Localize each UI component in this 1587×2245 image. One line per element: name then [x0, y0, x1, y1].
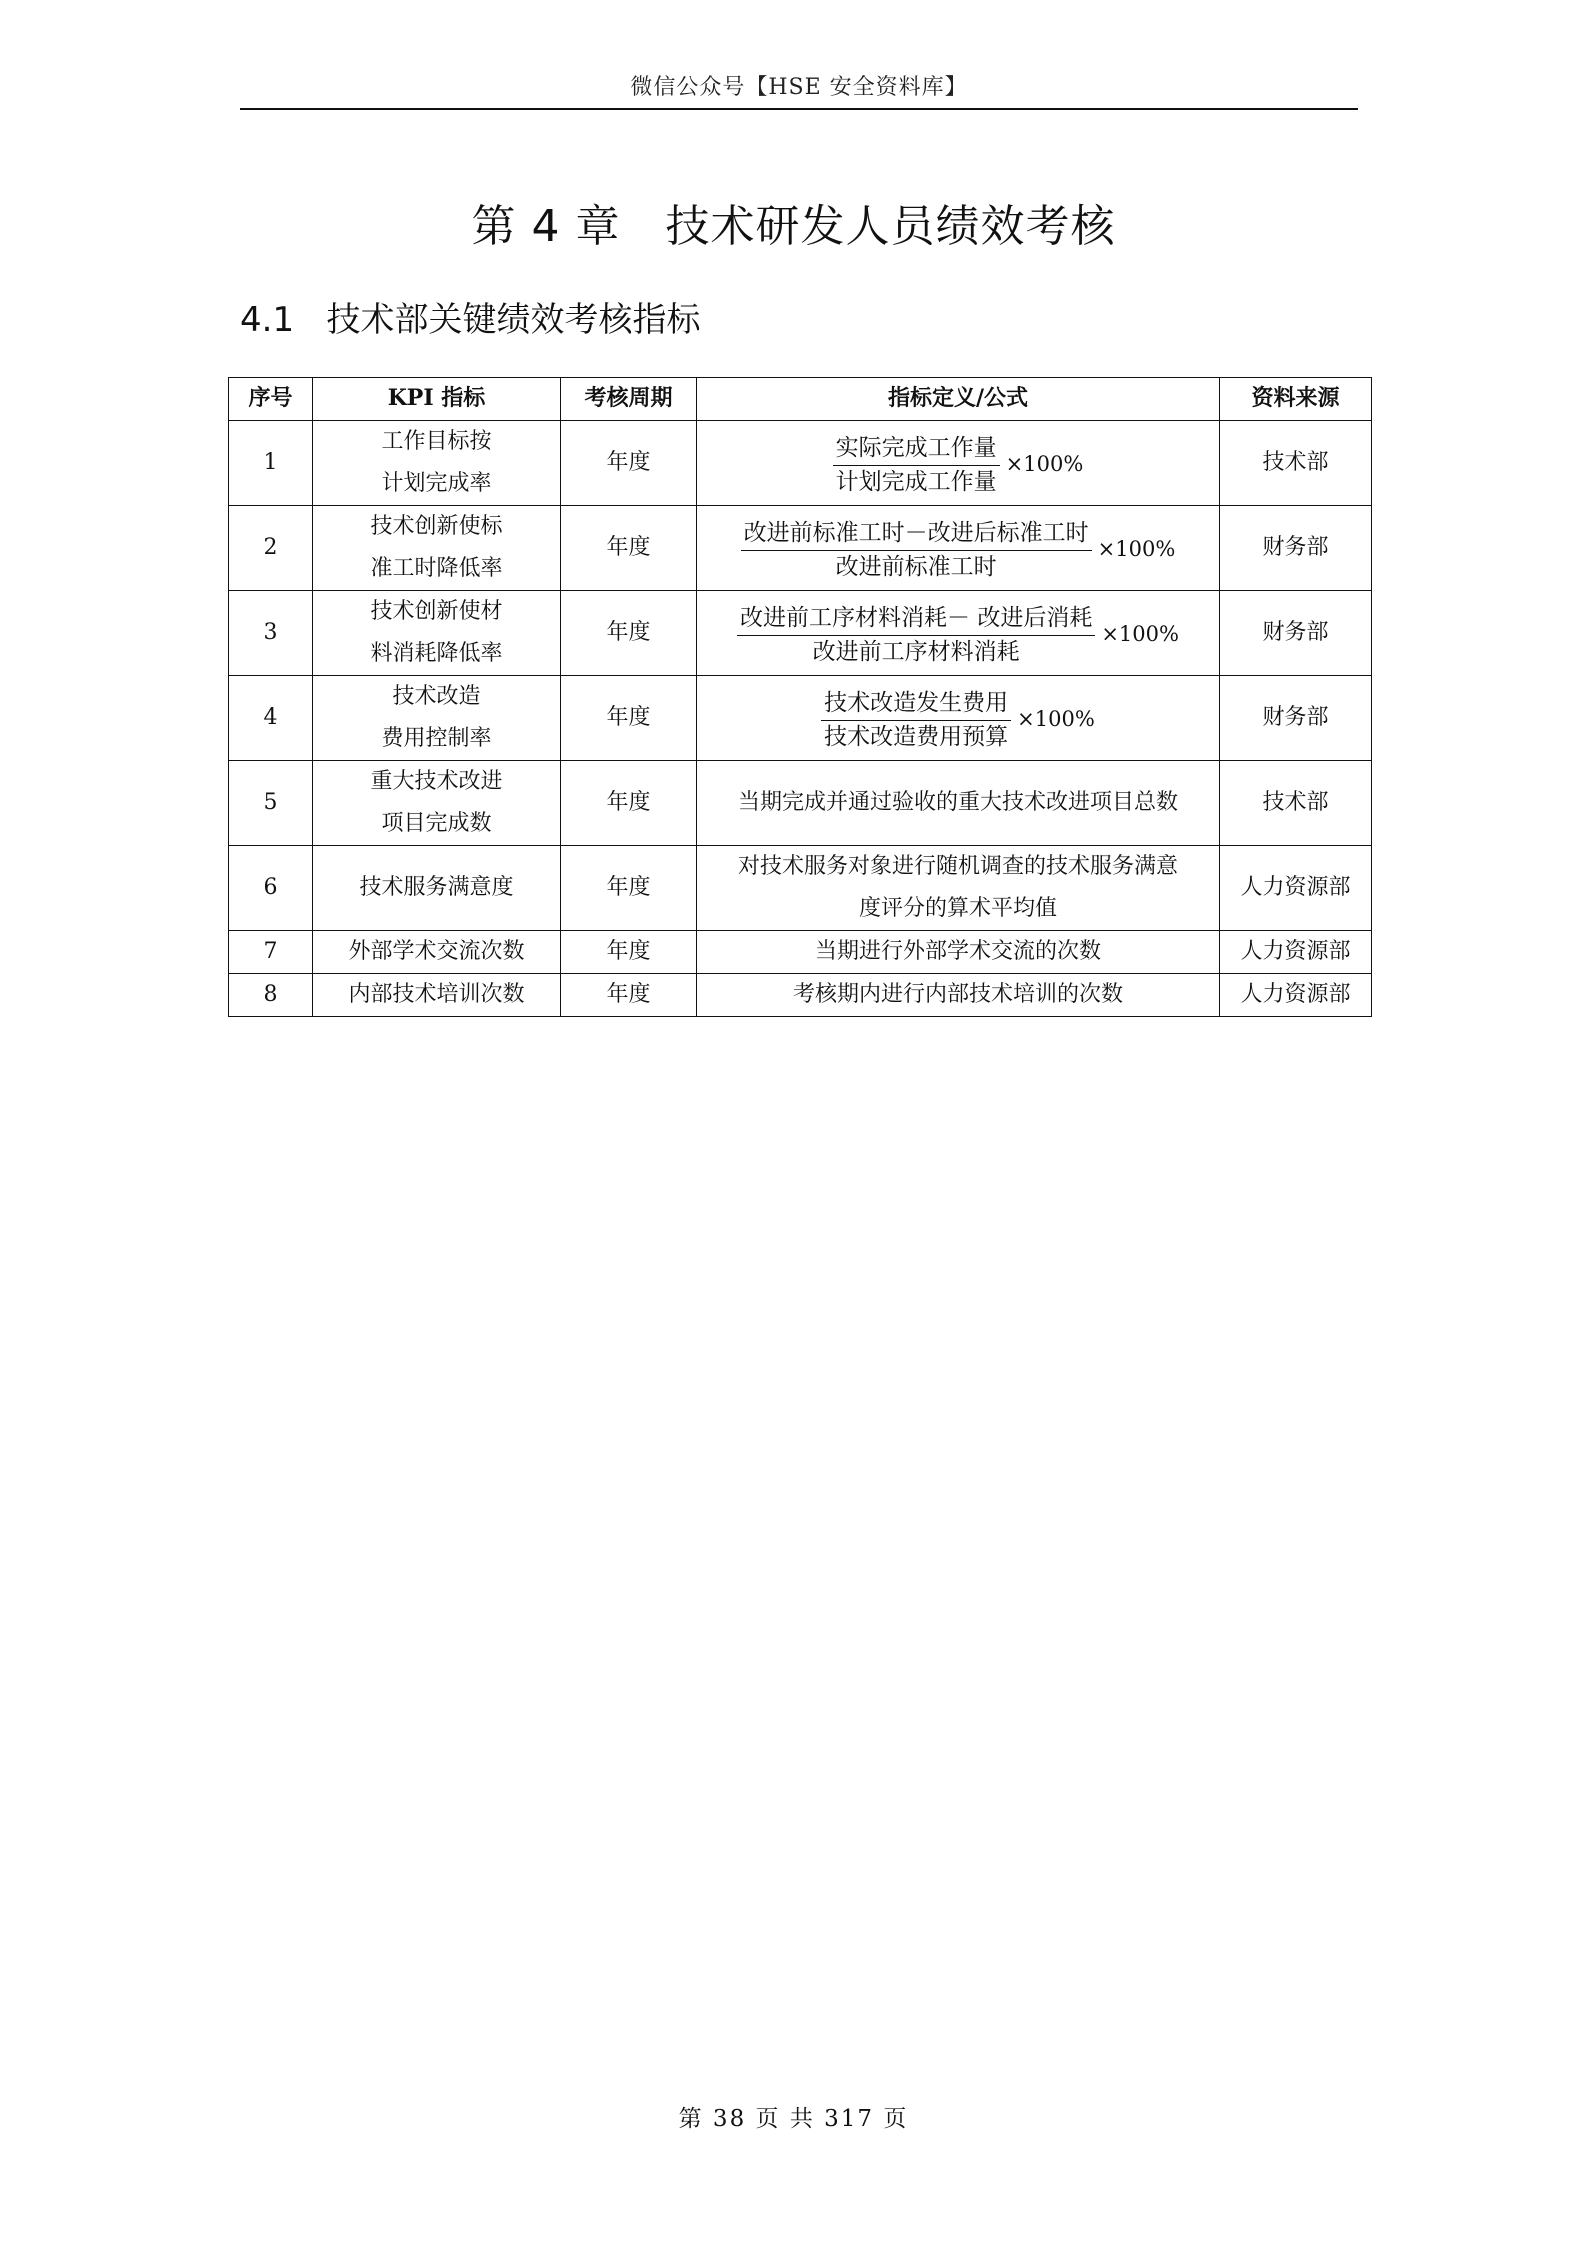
- row-definition: [697, 845, 1220, 930]
- row-no: 5: [229, 760, 313, 845]
- row-kpi: [313, 505, 561, 590]
- row-period: 年度: [561, 973, 697, 1016]
- row-source: 人力资源部: [1220, 973, 1372, 1016]
- formula: [737, 603, 1179, 668]
- row-source: 技术部: [1220, 420, 1372, 505]
- denominator: 改进前工序材料消耗: [812, 638, 1020, 665]
- denominator: 计划完成工作量: [835, 468, 997, 495]
- table-row: [229, 973, 1372, 1016]
- row-period: 年度: [561, 845, 697, 930]
- section-title: 4.1 技术部关键绩效考核指标: [240, 300, 701, 340]
- fraction: [741, 518, 1092, 583]
- row-definition: [697, 973, 1220, 1016]
- header-divider: [240, 108, 1358, 110]
- kpi-line: 料消耗降低率: [370, 640, 503, 666]
- multiplier: ×100%: [1005, 452, 1084, 477]
- multiplier: ×100%: [1097, 537, 1176, 562]
- kpi-line: 计划完成率: [381, 470, 492, 496]
- header-definition: 指标定义/公式: [697, 378, 1220, 421]
- kpi-line: 费用控制率: [381, 725, 492, 751]
- row-no: 4: [229, 675, 313, 760]
- kpi-line: 外部学术交流次数: [348, 938, 525, 964]
- denominator: 改进前标准工时: [835, 553, 997, 580]
- row-formula: [697, 505, 1220, 590]
- definition-line: 考核期内进行内部技术培训的次数: [792, 981, 1123, 1007]
- formula: [741, 518, 1176, 583]
- row-formula: [697, 590, 1220, 675]
- table-row: [229, 420, 1372, 505]
- definition-line: 当期进行外部学术交流的次数: [814, 938, 1101, 964]
- row-kpi: [313, 675, 561, 760]
- kpi-line: 项目完成数: [381, 810, 492, 836]
- multiplier: ×100%: [1101, 622, 1179, 647]
- numerator: 改进前工序材料消耗－ 改进后消耗: [737, 603, 1095, 636]
- kpi-line: 重大技术改进: [370, 769, 503, 794]
- row-definition: [697, 760, 1220, 845]
- row-source: 财务部: [1220, 675, 1372, 760]
- fraction: [821, 688, 1011, 753]
- table-row: [229, 675, 1372, 760]
- table-row: [229, 760, 1372, 845]
- kpi-line: 技术改造: [392, 684, 481, 709]
- kpi-line: 内部技术培训次数: [348, 981, 525, 1007]
- definition-line: 度评分的算术平均值: [858, 895, 1057, 921]
- row-period: 年度: [561, 420, 697, 505]
- numerator: 改进前标准工时－改进后标准工时: [741, 518, 1092, 551]
- table-row: [229, 930, 1372, 973]
- numerator: 实际完成工作量: [833, 433, 1000, 466]
- row-period: 年度: [561, 590, 697, 675]
- row-source: 人力资源部: [1220, 930, 1372, 973]
- chapter-title: 第 4 章 技术研发人员绩效考核: [471, 201, 1116, 252]
- fraction: [833, 433, 1000, 498]
- fraction: [737, 603, 1095, 668]
- page-header: 微信公众号【HSE 安全资料库】: [630, 75, 968, 100]
- header-no: 序号: [229, 378, 313, 421]
- row-kpi: [313, 973, 561, 1016]
- row-kpi: [313, 590, 561, 675]
- row-period: 年度: [561, 930, 697, 973]
- row-no: 7: [229, 930, 313, 973]
- row-period: 年度: [561, 505, 697, 590]
- kpi-line: 技术服务满意度: [359, 874, 514, 900]
- header-source: 资料来源: [1220, 378, 1372, 421]
- kpi-table: [228, 377, 1372, 1017]
- row-no: 6: [229, 845, 313, 930]
- row-formula: [697, 420, 1220, 505]
- formula: [821, 688, 1095, 753]
- formula: [833, 433, 1084, 498]
- kpi-line: 技术创新使标: [370, 514, 503, 539]
- row-no: 3: [229, 590, 313, 675]
- denominator: 技术改造费用预算: [824, 723, 1009, 750]
- header-period: 考核周期: [561, 378, 697, 421]
- definition-line: 当期完成并通过验收的重大技术改进项目总数: [737, 789, 1178, 815]
- row-no: 1: [229, 420, 313, 505]
- multiplier: ×100%: [1017, 707, 1095, 732]
- row-source: 技术部: [1220, 760, 1372, 845]
- kpi-line: 技术创新使材: [370, 599, 503, 624]
- kpi-line: 准工时降低率: [370, 555, 503, 581]
- row-formula: [697, 675, 1220, 760]
- row-definition: [697, 930, 1220, 973]
- row-no: 8: [229, 973, 313, 1016]
- numerator: 技术改造发生费用: [821, 688, 1011, 721]
- row-period: 年度: [561, 675, 697, 760]
- row-period: 年度: [561, 760, 697, 845]
- kpi-line: 工作目标按: [381, 429, 492, 454]
- row-source: 人力资源部: [1220, 845, 1372, 930]
- row-no: 2: [229, 505, 313, 590]
- row-kpi: [313, 845, 561, 930]
- definition-line: 对技术服务对象进行随机调查的技术服务满意: [737, 854, 1178, 879]
- table-row: [229, 505, 1372, 590]
- table-row: [229, 845, 1372, 930]
- row-source: 财务部: [1220, 590, 1372, 675]
- row-kpi: [313, 930, 561, 973]
- table-header-row: [229, 378, 1372, 421]
- row-kpi: [313, 760, 561, 845]
- row-source: 财务部: [1220, 505, 1372, 590]
- row-kpi: [313, 420, 561, 505]
- table-row: [229, 590, 1372, 675]
- page-footer: 第 38 页 共 317 页: [678, 2106, 909, 2132]
- header-kpi: KPI 指标: [313, 378, 561, 421]
